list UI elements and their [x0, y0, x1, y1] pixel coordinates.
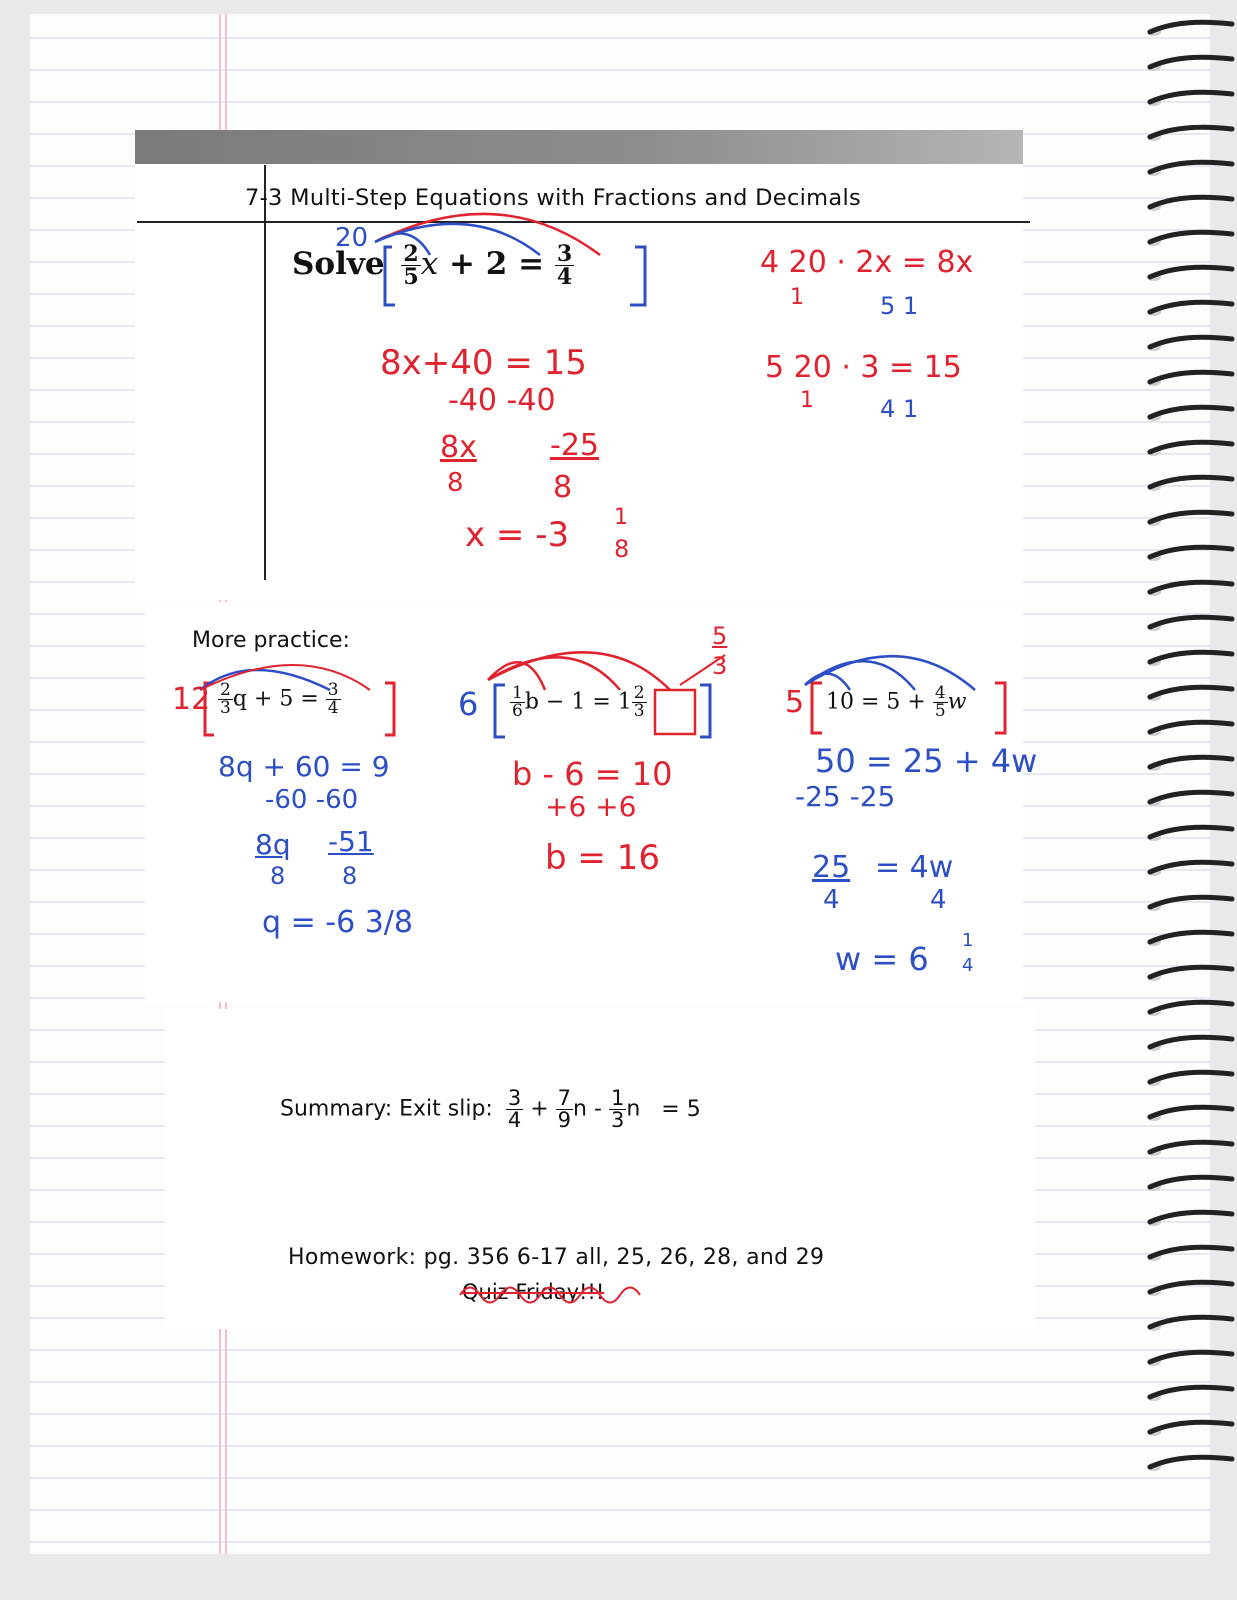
- side-work-line-1-den-b: 5 1: [880, 292, 919, 320]
- side-work-line-2: 5 20 · 3 = 15: [765, 350, 962, 385]
- p1-step-1: 8q + 60 = 9: [218, 750, 390, 783]
- p1-step-3c: 8: [270, 862, 286, 890]
- p3-multiplier: 5: [785, 685, 805, 720]
- example-step-3a: 8x: [440, 430, 477, 465]
- example-step-1: 8x+40 = 15: [380, 343, 587, 383]
- p3-step-3b: 4: [823, 885, 840, 915]
- p2-equation: $\frac{1}{6}$ b − 1 = 1 $\frac{2}{3}$: [512, 683, 645, 721]
- page-title: 7-3 Multi-Step Equations with Fractions and Decimals: [245, 185, 862, 211]
- p2-step-2: +6 +6: [545, 790, 637, 823]
- example-lhs-fraction: $\frac{2}{5}$: [403, 241, 419, 290]
- solve-word: Solve: [292, 246, 385, 282]
- p3-step-3a: 25: [812, 850, 851, 885]
- p2-multiplier: 6: [458, 685, 479, 723]
- p1-step-3d: 8: [342, 862, 358, 890]
- example-multiplier: 20: [335, 223, 369, 253]
- p3-answer-den: 4: [962, 955, 974, 976]
- side-work-line-1-den: 1: [790, 285, 804, 310]
- p1-multiplier: 12: [172, 682, 211, 717]
- quiz-note-crossed: Quiz Friday!!!: [462, 1280, 605, 1304]
- p2-note-num: 5: [712, 622, 728, 650]
- example-step-3b: -25: [550, 428, 599, 463]
- example-answer-den: 8: [614, 535, 630, 563]
- example-step-4: x = -3: [465, 515, 570, 555]
- p3-answer-num: 1: [962, 930, 974, 951]
- homework-line: Homework: pg. 356 6-17 all, 25, 26, 28, and 29: [288, 1245, 825, 1270]
- p1-answer: q = -6 3/8: [262, 905, 413, 940]
- summary-line: Summary: Exit slip: $\frac{3}{4}$ + $\frac{7}{9}$ n - $\frac{1}{3}$ n = 5: [280, 1086, 701, 1132]
- side-work-line-2-den: 1: [800, 388, 814, 413]
- p3-step-1: 50 = 25 + 4w: [815, 742, 1038, 780]
- p1-step-3a: 8q: [255, 828, 291, 861]
- summary-label: Summary: Exit slip:: [280, 1096, 493, 1122]
- example-step-3d: 8: [553, 470, 573, 505]
- p2-answer: b = 16: [545, 838, 660, 878]
- p3-step-3c: = 4w: [875, 850, 954, 885]
- p1-step-2: -60 -60: [265, 785, 359, 815]
- example-answer-num: 1: [614, 505, 628, 530]
- p3-equation: 10 = 5 + $\frac{4}{5}$ w: [826, 683, 967, 721]
- side-work-line-2-den-b: 4 1: [880, 395, 919, 423]
- p3-step-3d: 4: [930, 885, 947, 915]
- p2-note-den: 3: [712, 652, 728, 680]
- example-equation: Solve $\frac{2}{5}$ x + 2 = $\frac{3}{4}$: [292, 241, 573, 290]
- example-step-3c: 8: [447, 468, 464, 498]
- side-work-line-1: 4 20 · 2x = 8x: [760, 245, 974, 280]
- p1-equation: $\frac{2}{3}$ q + 5 = $\frac{3}{4}$: [220, 680, 339, 718]
- practice-heading: More practice:: [192, 628, 350, 653]
- p3-step-2: -25 -25: [795, 780, 896, 813]
- example-step-2: -40 -40: [448, 383, 556, 418]
- p1-step-3b: -51: [328, 825, 374, 858]
- p3-answer: w = 6: [835, 940, 929, 978]
- example-rhs-fraction: $\frac{3}{4}$: [556, 241, 573, 290]
- p2-step-1: b - 6 = 10: [512, 755, 673, 793]
